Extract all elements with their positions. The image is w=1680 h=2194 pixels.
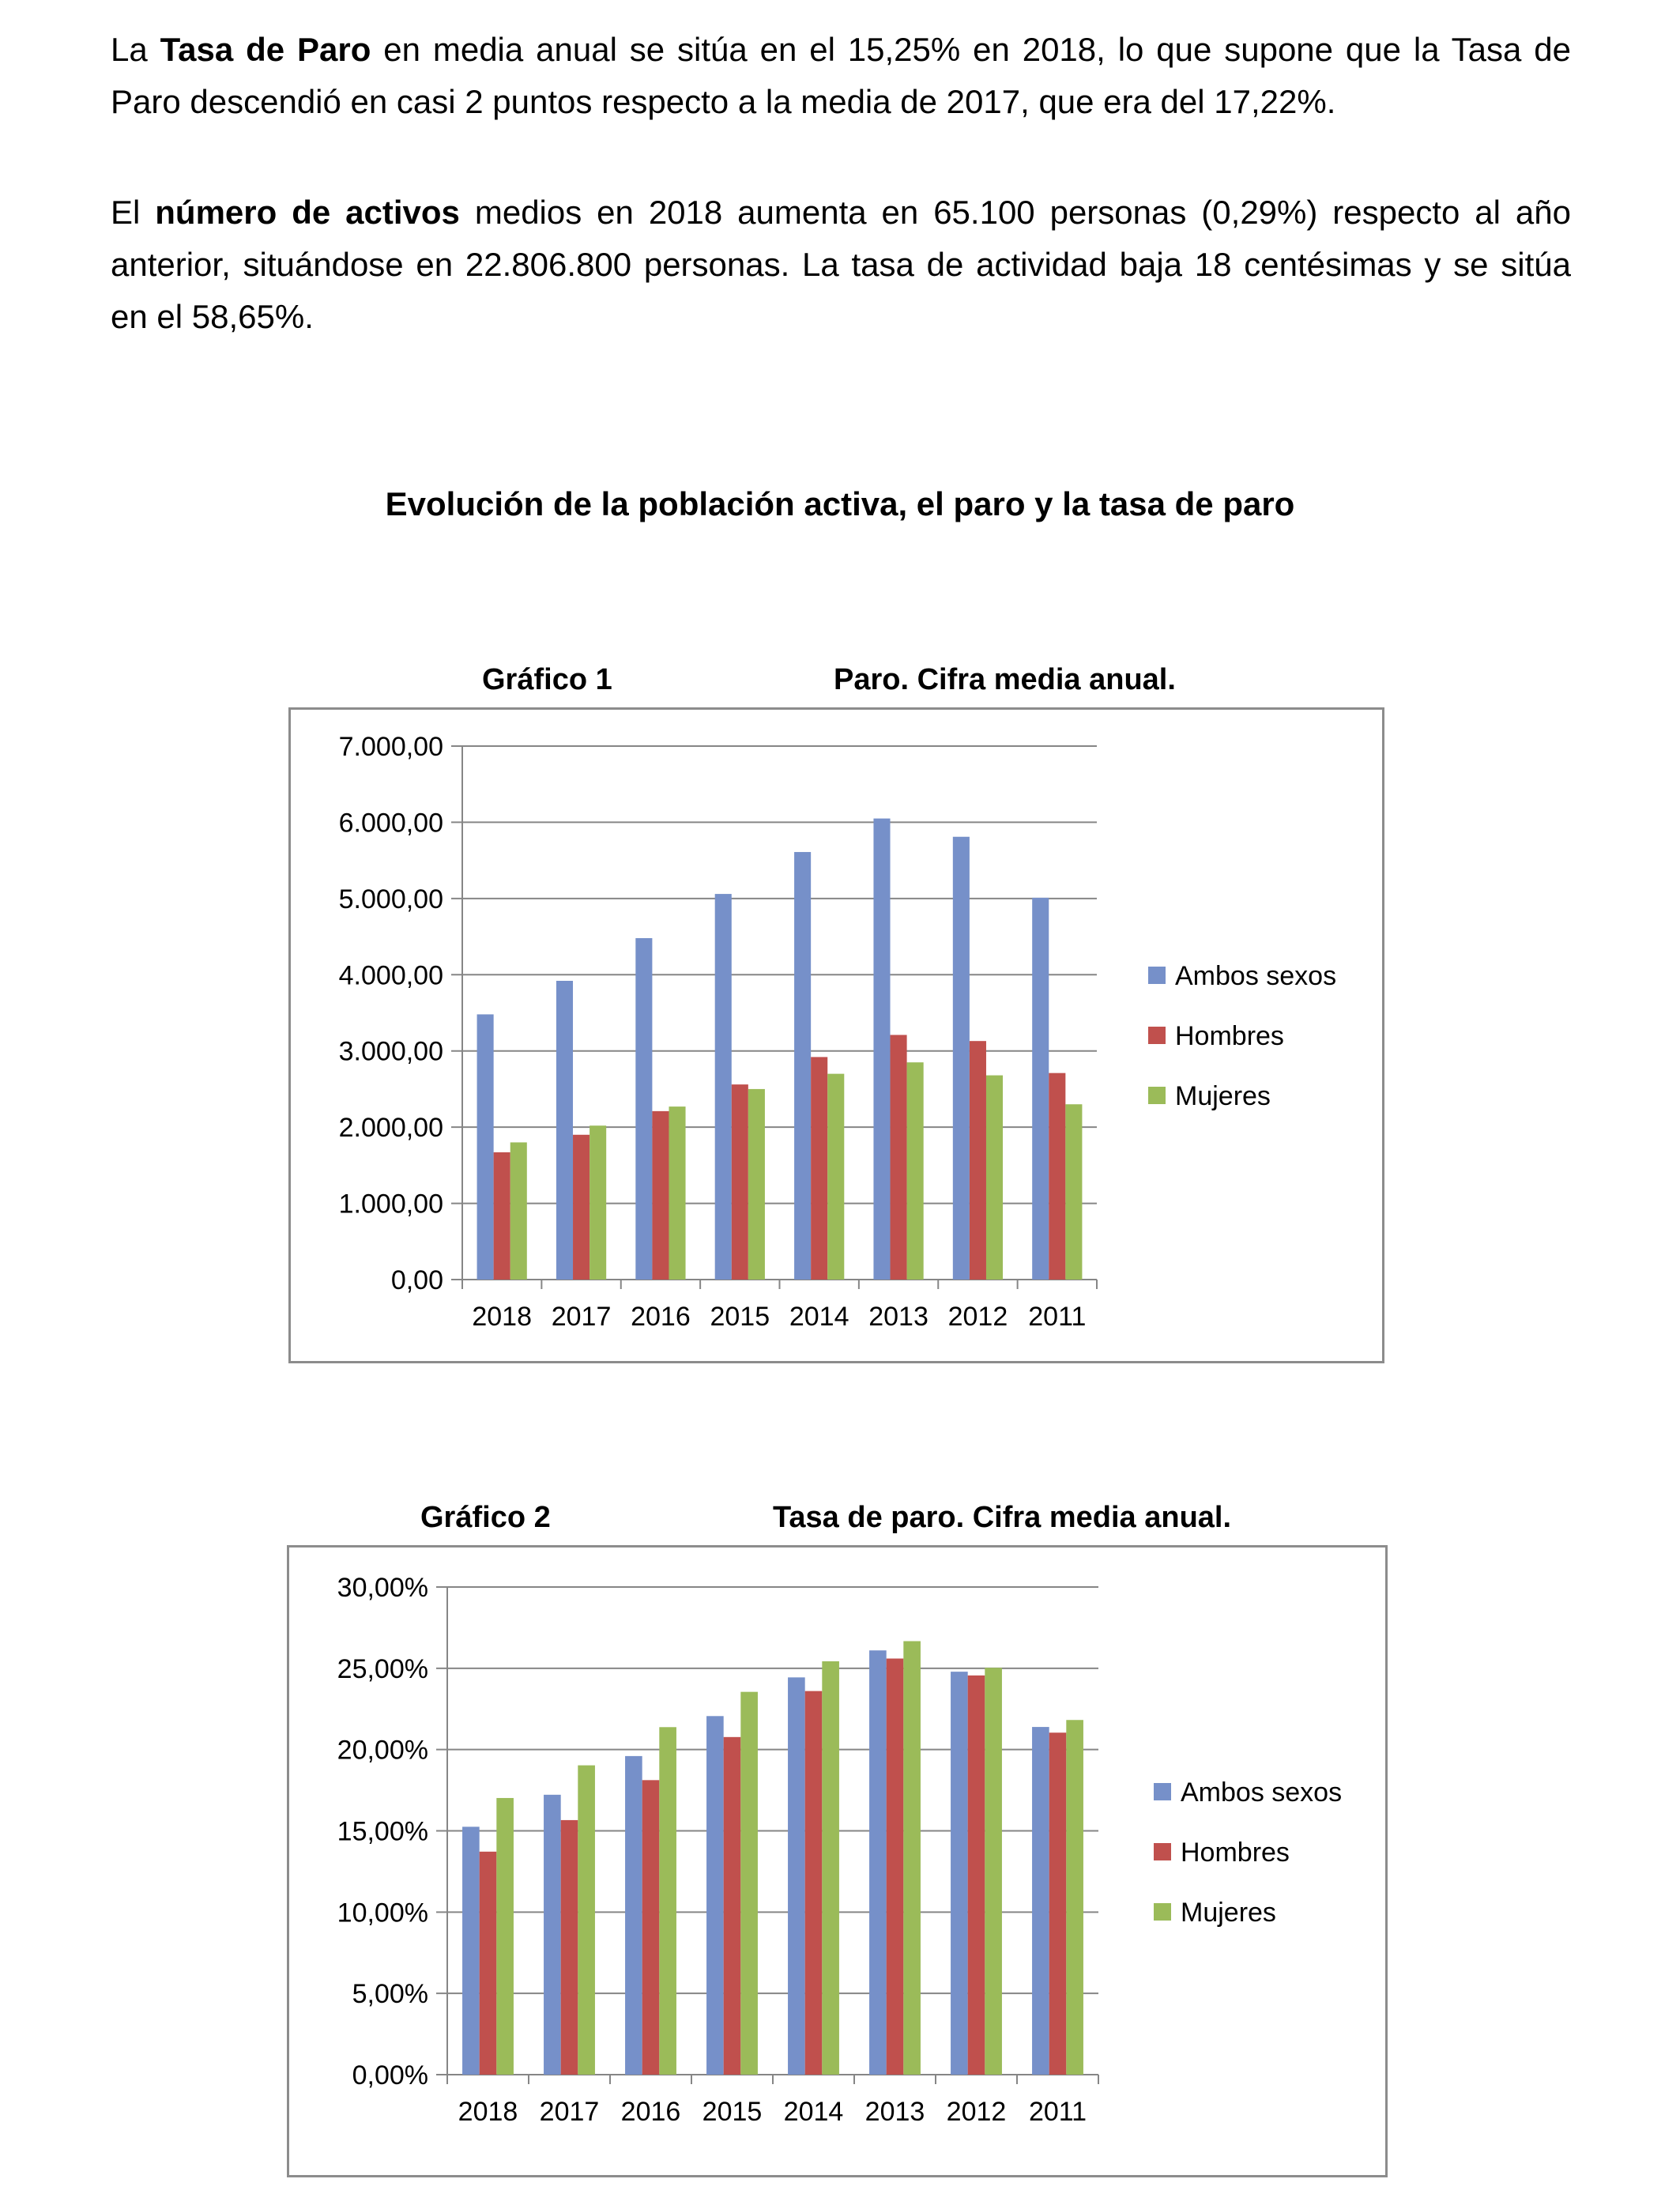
bar-hombres: [494, 1152, 510, 1280]
bar-mujeres: [510, 1142, 527, 1280]
legend-entry: Hombres: [1175, 1021, 1284, 1051]
bar-hombres: [480, 1852, 497, 2075]
bar-hombres: [887, 1658, 904, 2075]
legend-entry: Ambos sexos: [1181, 1777, 1343, 1808]
y-tick-label: 6.000,00: [338, 808, 443, 839]
legend-swatch: [1154, 1903, 1171, 1921]
x-tick-label: 2016: [620, 2097, 681, 2127]
y-tick-label: 20,00%: [337, 1735, 428, 1766]
legend-swatch: [1148, 1027, 1166, 1044]
chart1-title: Paro. Cifra media anual.: [834, 663, 1176, 696]
x-tick-label: 2011: [1028, 2097, 1087, 2127]
x-tick-label: 2013: [864, 2097, 925, 2127]
bar-hombres: [811, 1057, 827, 1280]
y-tick-label: 25,00%: [337, 1653, 428, 1684]
bar-mujeres: [985, 1668, 1002, 2075]
chart2-svg: [289, 1547, 1385, 2175]
bar-ambos-sexos: [462, 1826, 480, 2075]
intro-paragraph-activos: [111, 187, 1571, 343]
chart2-frame: [287, 1545, 1388, 2177]
bar-ambos-sexos: [951, 1672, 968, 2075]
bar-ambos-sexos: [1032, 898, 1049, 1280]
bar-mujeres: [496, 1798, 514, 2075]
chart2-label: Gráfico 2: [420, 1501, 551, 1534]
legend-entry: Ambos sexos: [1175, 961, 1337, 991]
x-tick-label: 2015: [702, 2097, 763, 2127]
p2-post: medios en 2018 aumenta en 65.100 personas (0,29%) respecto al año anterior, situándose en 22.806.800 personas. La tasa de actividad baja 18 centésimas y se sitúa en el 58,65%.: [111, 194, 1572, 335]
y-tick-label: 4.000,00: [338, 960, 443, 991]
bar-ambos-sexos: [706, 1716, 724, 2075]
bar-mujeres: [659, 1727, 676, 2075]
x-tick-label: 2018: [472, 1302, 533, 1332]
y-tick-label: 5,00%: [352, 1979, 428, 2010]
x-tick-label: 2018: [458, 2097, 518, 2127]
y-tick-label: 1.000,00: [338, 1189, 443, 1220]
p2-bold: número de activos: [155, 194, 460, 231]
p1-post: en media anual se sitúa en el 15,25% en 2018, lo que supone que la Tasa de Paro descendió en casi 2 puntos respecto a la media de 2017, que era del 17,22%.: [111, 31, 1571, 120]
bar-hombres: [724, 1737, 741, 2075]
legend-swatch: [1154, 1843, 1171, 1860]
bar-hombres: [1049, 1073, 1065, 1280]
bar-mujeres: [907, 1062, 924, 1280]
y-tick-label: 15,00%: [337, 1816, 428, 1847]
bar-hombres: [805, 1691, 823, 2075]
bar-ambos-sexos: [1032, 1727, 1049, 2075]
intro-paragraph-tasa-paro: [111, 24, 1571, 128]
bar-hombres: [970, 1041, 986, 1280]
legend-entry: Mujeres: [1181, 1898, 1276, 1928]
y-tick-label: 0,00%: [352, 2060, 428, 2090]
bar-ambos-sexos: [869, 1650, 887, 2075]
p1-bold: Tasa de Paro: [160, 31, 371, 68]
p2-pre: El: [111, 194, 156, 231]
bar-mujeres: [748, 1089, 765, 1280]
chart2-title: Tasa de paro. Cifra media anual.: [773, 1501, 1232, 1534]
legend-swatch: [1154, 1783, 1171, 1800]
legend-swatch: [1148, 1087, 1166, 1104]
section-title: Evolución de la población activa, el paro y la tasa de paro: [385, 485, 1295, 522]
bar-mujeres: [1066, 1720, 1083, 2075]
chart1-label: Gráfico 1: [482, 663, 612, 696]
bar-ambos-sexos: [477, 1014, 494, 1280]
bar-hombres: [1049, 1732, 1067, 2075]
bar-ambos-sexos: [788, 1677, 805, 2075]
bar-ambos-sexos: [635, 938, 652, 1280]
bar-mujeres: [827, 1074, 844, 1280]
bar-hombres: [573, 1135, 590, 1280]
x-tick-label: 2012: [947, 1302, 1008, 1332]
x-tick-label: 2011: [1028, 1302, 1087, 1332]
bar-mujeres: [590, 1125, 606, 1280]
chart1-svg: [291, 710, 1382, 1361]
bar-hombres: [891, 1035, 907, 1280]
x-tick-label: 2014: [783, 2097, 844, 2127]
bar-mujeres: [669, 1106, 685, 1280]
y-tick-label: 30,00%: [337, 1573, 428, 1603]
bar-mujeres: [822, 1661, 839, 2075]
bar-ambos-sexos: [794, 852, 811, 1280]
bar-mujeres: [740, 1692, 758, 2075]
bar-ambos-sexos: [953, 837, 970, 1280]
bar-hombres: [561, 1820, 578, 2075]
bar-mujeres: [903, 1641, 921, 2075]
x-tick-label: 2013: [868, 1302, 929, 1332]
bar-mujeres: [986, 1076, 1003, 1280]
legend-entry: Mujeres: [1175, 1081, 1271, 1111]
bar-hombres: [732, 1084, 748, 1280]
bar-ambos-sexos: [873, 819, 890, 1280]
x-tick-label: 2016: [631, 1302, 691, 1332]
y-tick-label: 5.000,00: [338, 884, 443, 914]
bar-ambos-sexos: [625, 1756, 642, 2075]
bar-mujeres: [1065, 1104, 1082, 1280]
y-tick-label: 2.000,00: [338, 1113, 443, 1144]
y-tick-label: 7.000,00: [338, 732, 443, 762]
bar-ambos-sexos: [544, 1795, 561, 2075]
x-tick-label: 2012: [946, 2097, 1007, 2127]
bar-hombres: [642, 1780, 660, 2075]
bar-ambos-sexos: [715, 894, 732, 1280]
chart1-frame: [288, 707, 1384, 1363]
y-tick-label: 0,00: [390, 1265, 443, 1295]
p1-pre: La: [111, 31, 160, 68]
x-tick-label: 2017: [551, 1302, 612, 1332]
legend-swatch: [1148, 967, 1166, 984]
y-tick-label: 3.000,00: [338, 1036, 443, 1067]
bar-hombres: [652, 1111, 669, 1280]
bar-mujeres: [578, 1766, 595, 2075]
x-tick-label: 2014: [789, 1302, 849, 1332]
x-tick-label: 2017: [539, 2097, 600, 2127]
y-tick-label: 10,00%: [337, 1898, 428, 1928]
bar-hombres: [968, 1676, 985, 2075]
legend-entry: Hombres: [1181, 1838, 1290, 1868]
x-tick-label: 2015: [710, 1302, 770, 1332]
bar-ambos-sexos: [556, 981, 573, 1280]
